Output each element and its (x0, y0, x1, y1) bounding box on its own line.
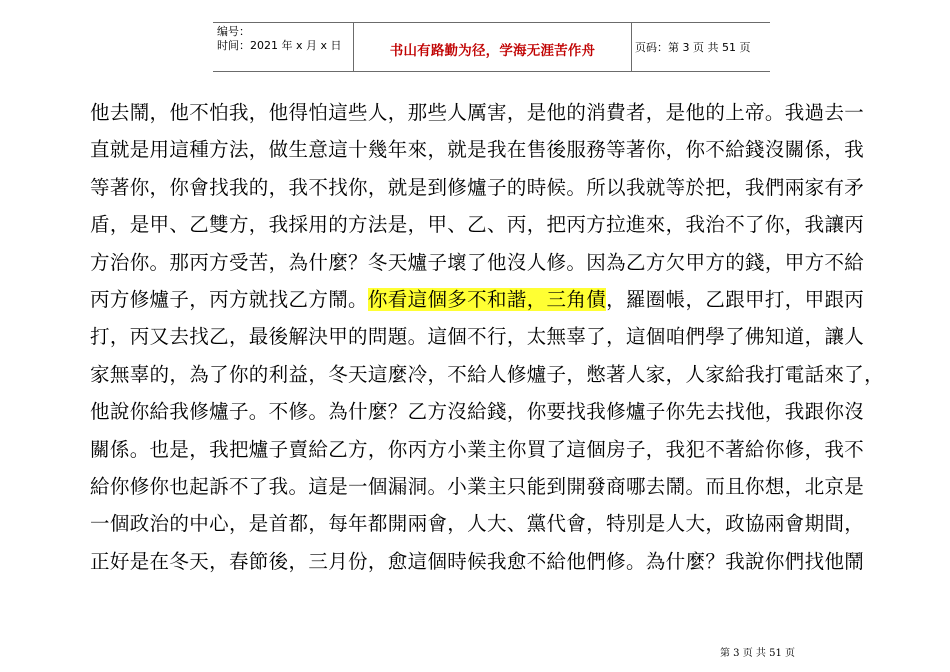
header-motto: 书山有路勤为径，学海无涯苦作舟 (389, 43, 596, 59)
body-line-highlighted (90, 287, 890, 324)
document-time-label: 时间：2021 年 x 月 x 日 (217, 39, 342, 52)
document-body (90, 100, 890, 586)
body-line: 他去鬧，他不怕我，他得怕這些人，那些人厲害，是他的消費者，是他的上帝。我過去一 (90, 101, 865, 124)
header-meta-cell (213, 23, 353, 71)
body-line-segment: 丙方修爐子，丙方就找乙方鬧。 (90, 287, 368, 311)
body-line: 方治你。那丙方受苦，為什麼？冬天爐子壞了他沒人修。因為乙方欠甲方的錢，甲方不給 (90, 250, 865, 274)
body-line-segment: ，羅圈帳，乙跟甲打，甲跟丙 (606, 287, 865, 311)
header-page-cell (631, 23, 770, 71)
body-line: 關係。也是，我把爐子賣給乙方，你丙方小業主你買了這個房子，我犯不著給你修，我不 (90, 437, 865, 461)
body-line: 盾，是甲、乙雙方，我採用的方法是，甲、乙、丙，把丙方拉進來，我治不了你，我讓丙 (90, 213, 865, 237)
header-page-info: 页码：第 3 页 共 51 页 (635, 41, 751, 54)
body-line: 給你修你也起訴不了我。這是一個漏洞。小業主只能到開發商哪去鬧。而且你想，北京是 (90, 474, 865, 498)
footer-page-number: 第 3 页 共 51 页 (720, 648, 795, 659)
header-motto-cell (353, 23, 632, 71)
body-line: 等著你，你會找我的，我不找你，就是到修爐子的時候。所以我就等於把，我們兩家有矛 (90, 175, 865, 199)
body-line: 正好是在冬天，春節後，三月份，愈這個時候我愈不給他們修。為什麼？我說你們找他鬧 (90, 549, 865, 573)
body-line: 家無辜的，為了你的利益，冬天這麼冷，不給人修爐子，憋著人家，人家給我打電話來了， (90, 362, 885, 386)
body-line: 打，丙又去找乙，最後解決甲的問題。這個不行，太無辜了，這個咱們學了佛知道，讓人 (90, 325, 865, 349)
document-code-label: 编号： (217, 25, 250, 38)
page-header (213, 22, 770, 72)
body-line: 直就是用這種方法，做生意這十幾年來，就是我在售後服務等著你，你不給錢沒關係，我 (90, 138, 865, 162)
body-line: 他說你給我修爐子。不修。為什麼？乙方沒給錢，你要找我修爐子你先去找他，我跟你沒 (90, 400, 865, 424)
body-line: 一個政治的中心，是首都，每年都開兩會，人大、黨代會，特別是人大，政協兩會期間， (90, 512, 865, 536)
highlighted-text: 你看這個多不和諧，三角債 (367, 287, 607, 311)
